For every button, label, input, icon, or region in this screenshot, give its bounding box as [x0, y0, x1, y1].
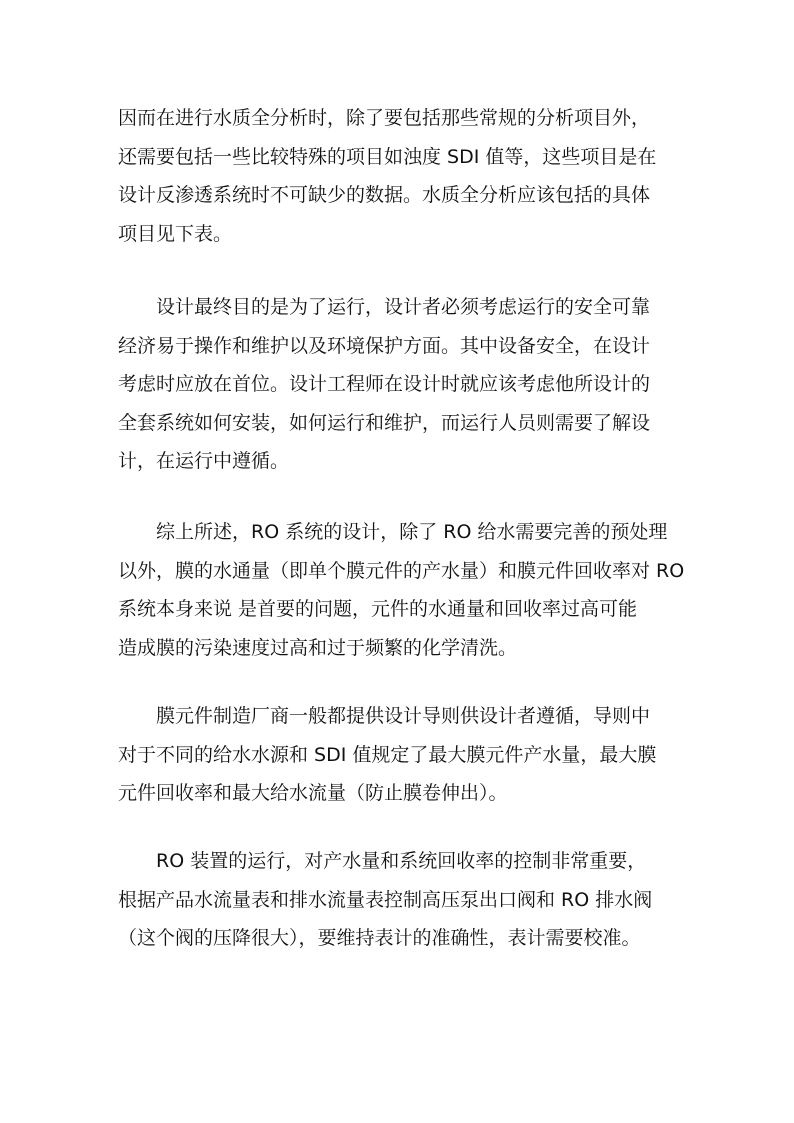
text-line: 项目见下表。 — [118, 222, 233, 245]
text-line: 元件回收率和最大给水流量（防止膜卷伸出）。 — [118, 782, 508, 804]
paragraph-ro-summary — [118, 513, 685, 667]
text-line: （这个阀的压降很大），要维持表计的准确性，表计需要校准。 — [118, 927, 641, 949]
text-line: 根据产品水流量表和排水流量表控制高压泵出口阀和 RO 排水阀 — [118, 888, 653, 911]
paragraph-water-analysis — [118, 99, 678, 253]
text-line: 设计最终目的是为了运行，设计者必须考虑运行的安全可靠 — [118, 296, 651, 318]
text-line: 以外，膜的水通量（即单个膜元件的产水量）和膜元件回收率对 RO — [118, 559, 685, 582]
text-line: 经济易于操作和维护以及环境保护方面。其中设备安全，在设计 — [118, 334, 651, 357]
text-line: 因而在进行水质全分析时，除了要包括那些常规的分析项目外， — [118, 107, 651, 129]
text-line: 设计反渗透系统时不可缺少的数据。水质全分析应该包括的具体 — [118, 184, 651, 206]
text-line: RO 装置的运行，对产水量和系统回收率的控制非常重要， — [118, 850, 647, 872]
text-line: 膜元件制造厂商一般都提供设计导则供设计者遵循，导则中 — [118, 705, 651, 727]
text-line: 造成膜的污染速度过高和过于频繁的化学清洗。 — [118, 636, 518, 659]
text-line: 考虑时应放在首位。设计工程师在设计时就应该考虑他所设计的 — [118, 373, 651, 395]
text-line: 综上所述，RO 系统的设计，除了 RO 给水需要完善的预处理 — [118, 521, 668, 543]
text-line: 还需要包括一些比较特殊的项目如浊度 SDI 值等，这些项目是在 — [118, 145, 657, 168]
text-line: 全套系统如何安装，如何运行和维护，而运行人员则需要了解设 — [118, 411, 651, 434]
text-line: 系统本身来说 是首要的问题，元件的水通量和回收率过高可能 — [118, 598, 638, 620]
paragraph-ro-operation — [118, 842, 678, 958]
paragraph-manufacturer-guidelines — [118, 697, 678, 813]
text-line: 计，在运行中遵循。 — [118, 450, 290, 472]
paragraph-design-purpose — [118, 288, 678, 481]
text-line: 对于不同的给水水源和 SDI 值规定了最大膜元件产水量，最大膜 — [118, 743, 657, 766]
